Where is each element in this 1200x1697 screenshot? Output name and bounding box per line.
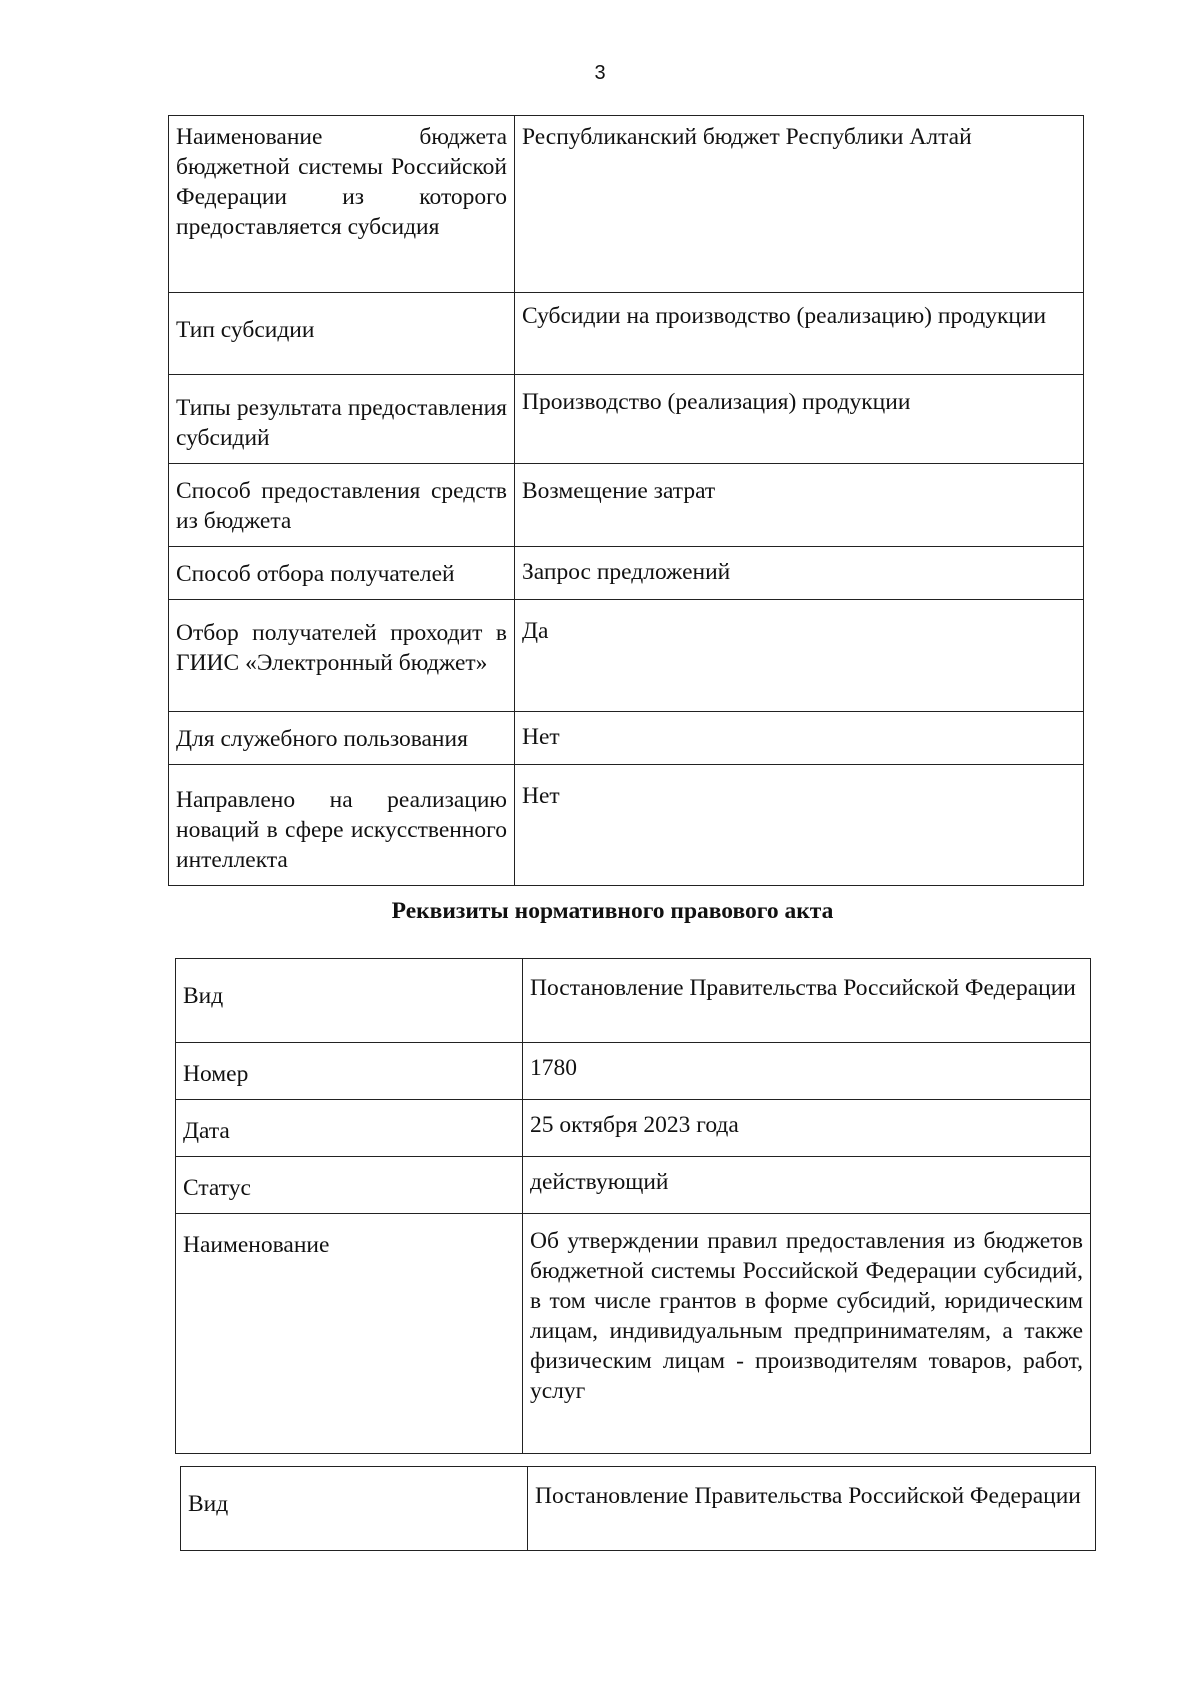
row-value: Да	[515, 600, 1084, 712]
section-heading: Реквизиты нормативного правового акта	[391, 898, 834, 924]
legal-act-table	[175, 958, 1091, 1454]
row-label: Для служебного пользования	[169, 712, 515, 765]
table-row	[176, 959, 1091, 1043]
row-label: Дата	[176, 1100, 523, 1157]
table-row	[181, 1467, 1096, 1551]
row-value: Постановление Правительства Российской Федерации	[523, 959, 1091, 1043]
row-label: Тип субсидии	[169, 293, 515, 375]
table-row	[169, 712, 1084, 765]
table-row	[176, 1214, 1091, 1454]
table-row	[169, 116, 1084, 293]
table-row	[169, 600, 1084, 712]
row-value: Субсидии на производство (реализацию) продукции	[515, 293, 1084, 375]
row-value: Республиканский бюджет Республики Алтай	[515, 116, 1084, 293]
row-value: 1780	[523, 1043, 1091, 1100]
row-label: Наименование	[176, 1214, 523, 1454]
row-value: Производство (реализация) продукции	[515, 375, 1084, 464]
table-row	[169, 464, 1084, 547]
page-number: 3	[594, 62, 606, 84]
row-label: Отбор получателей проходит в ГИИС «Электронный бюджет»	[169, 600, 515, 712]
row-value: Нет	[515, 712, 1084, 765]
row-value: 25 октября 2023 года	[523, 1100, 1091, 1157]
row-value: Возмещение затрат	[515, 464, 1084, 547]
legal-act-table-2	[180, 1466, 1096, 1551]
row-label: Способ предоставления средств из бюджета	[169, 464, 515, 547]
row-label: Вид	[181, 1467, 528, 1551]
table-row	[169, 375, 1084, 464]
row-label: Направлено на реализацию новаций в сфере искусственного интеллекта	[169, 765, 515, 886]
table-row	[176, 1100, 1091, 1157]
table-row	[169, 547, 1084, 600]
row-label: Типы результата предоставления субсидий	[169, 375, 515, 464]
table-row	[169, 293, 1084, 375]
row-label: Способ отбора получателей	[169, 547, 515, 600]
row-value: действующий	[523, 1157, 1091, 1214]
row-value: Об утверждении правил предоставления из бюджетов бюджетной системы Российской Федерации субсидий, в том числе грантов в форме субсидий, юридическим лицам, индивидуальным предпринимателям, а также физическим лицам - производителям товаров, работ, услуг	[523, 1214, 1091, 1454]
table-row	[169, 765, 1084, 886]
subsidy-info-table	[168, 115, 1084, 886]
row-label: Наименование бюджета бюджетной системы Российской Федерации из которого предоставляется субсидия	[169, 116, 515, 293]
table-row	[176, 1043, 1091, 1100]
row-value: Нет	[515, 765, 1084, 886]
row-label: Номер	[176, 1043, 523, 1100]
row-label: Вид	[176, 959, 523, 1043]
table-row	[176, 1157, 1091, 1214]
row-value: Запрос предложений	[515, 547, 1084, 600]
row-value: Постановление Правительства Российской Федерации	[528, 1467, 1096, 1551]
row-label: Статус	[176, 1157, 523, 1214]
